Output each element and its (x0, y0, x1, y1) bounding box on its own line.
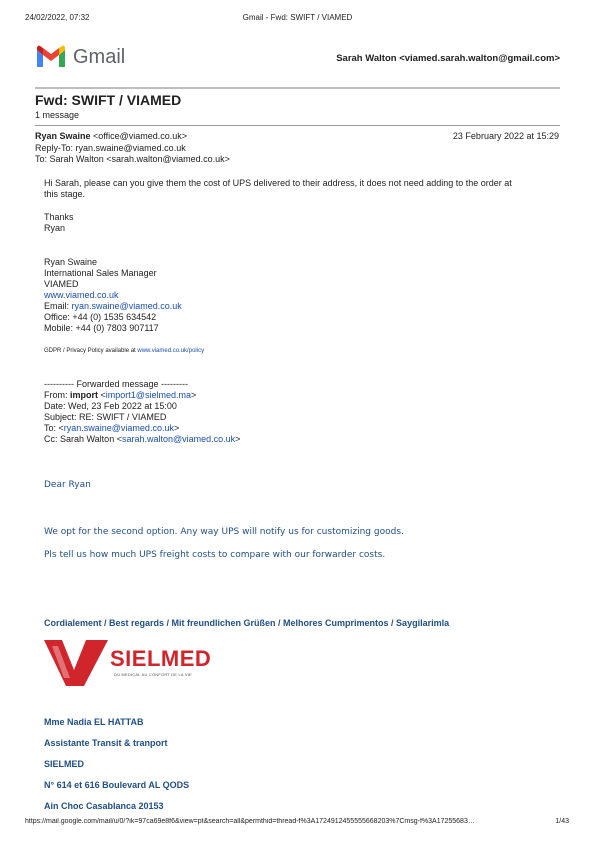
forward-marker: ---------- Forwarded message --------- (44, 379, 188, 389)
sielmed-logo (44, 640, 234, 686)
print-title: Gmail - Fwd: SWIFT / VIAMED (242, 13, 353, 22)
sig-email-link[interactable]: ryan.swaine@viamed.co.uk (71, 301, 182, 311)
fwd-sig-company: SIELMED (44, 759, 85, 769)
body-sign: Ryan (44, 223, 66, 233)
sig-company: VIAMED (44, 279, 79, 289)
gmail-m-icon (35, 45, 67, 69)
to-line: To: Sarah Walton <sarah.walton@viamed.co.uk> (35, 154, 230, 164)
fwd-from-post: > (190, 390, 197, 400)
sielmed-logo-text: SIELMED (110, 646, 212, 671)
fwd-sig-name: Mme Nadia EL HATTAB (44, 717, 144, 727)
sig-email-line (44, 301, 182, 312)
fwd-paragraph-2: Pls tell us how much UPS freight costs to compare with our forwarder costs. (44, 550, 386, 560)
sig-mobile: Mobile: +44 (0) 7803 907117 (44, 323, 159, 333)
fwd-from-pre: < (100, 390, 106, 400)
sender-email[interactable]: <office@viamed.co.uk> (93, 131, 188, 141)
gdpr-link[interactable]: www.viamed.co.uk/policy (137, 348, 205, 354)
fwd-sig-address: N° 614 et 616 Boulevard AL QODS (44, 780, 190, 790)
footer-url: https://mail.google.com/mail/u/0/?ik=97ca69e8f6&view=pt&search=all&permthid=thread-f%3A1724912455555668203%7Cmsg-f%3A17255683… (25, 818, 475, 825)
sig-title: International Sales Manager (44, 268, 157, 278)
body-thanks: Thanks (44, 212, 74, 222)
fwd-greeting: Dear Ryan (44, 480, 91, 490)
fwd-to-line (44, 423, 179, 434)
header-divider (35, 87, 560, 89)
fwd-from-label: From: (44, 390, 68, 400)
reply-to-line: Reply-To: ryan.swaine@viamed.co.uk (35, 143, 186, 153)
fwd-from-email-link[interactable]: import1@sielmed.ma (105, 390, 191, 400)
fwd-cc-post: > (235, 434, 241, 444)
sig-website-link[interactable]: www.viamed.co.uk (44, 290, 119, 300)
body-line-1: Hi Sarah, please can you give them the cost of UPS delivered to their address, it does not need adding to the order at (44, 178, 512, 188)
print-datetime: 24/02/2022, 07:32 (25, 13, 90, 22)
fwd-paragraph-1: We opt for the second option. Any way UPS will notify us for customizing goods. (44, 527, 404, 537)
fwd-to-email-link[interactable]: ryan.swaine@viamed.co.uk (63, 423, 174, 433)
body-line-2: this stage. (44, 189, 86, 199)
fwd-cc-email-link[interactable]: sarah.walton@viamed.co.uk (121, 434, 236, 444)
fwd-to-label: To: < (44, 423, 64, 433)
sender-line (35, 131, 187, 141)
message-date: 23 February 2022 at 15:29 (452, 131, 559, 141)
footer-page: 1/43 (555, 818, 569, 825)
sig-office: Office: +44 (0) 1535 634542 (44, 312, 157, 322)
sielmed-logo-tagline: DU MEDICAL AU CONFORT DE LA VIE (114, 672, 192, 677)
sig-email-label: Email: (44, 301, 70, 311)
fwd-from-name: import (70, 390, 99, 400)
sig-name: Ryan Swaine (44, 257, 98, 267)
fwd-sig-city: Ain Choc Casablanca 20153 (44, 801, 164, 811)
fwd-regards: Cordialement / Best regards / Mit freundlichen Grüßen / Melhores Cumprimentos / Saygilarimla (44, 618, 450, 628)
message-divider (35, 125, 560, 126)
fwd-cc-line (44, 434, 240, 445)
gmail-wordmark: Gmail (73, 46, 126, 68)
gdpr-text: GDPR / Privacy Policy available at (44, 348, 136, 354)
fwd-from-line (44, 390, 196, 401)
fwd-date: Date: Wed, 23 Feb 2022 at 15:00 (44, 401, 177, 411)
message-count: 1 message (35, 110, 80, 120)
sender-name: Ryan Swaine (35, 131, 91, 141)
fwd-subject: Subject: RE: SWIFT / VIAMED (44, 412, 167, 422)
gdpr-line (44, 346, 204, 357)
account-label: Sarah Walton <viamed.sarah.walton@gmail.com> (336, 53, 560, 64)
gmail-logo (35, 44, 129, 70)
sielmed-emblem-icon (44, 640, 108, 686)
fwd-cc-label: Cc: Sarah Walton < (44, 434, 122, 444)
fwd-to-post: > (173, 423, 180, 433)
thread-subject: Fwd: SWIFT / VIAMED (35, 92, 182, 108)
fwd-sig-role: Assistante Transit & tranport (44, 738, 168, 748)
